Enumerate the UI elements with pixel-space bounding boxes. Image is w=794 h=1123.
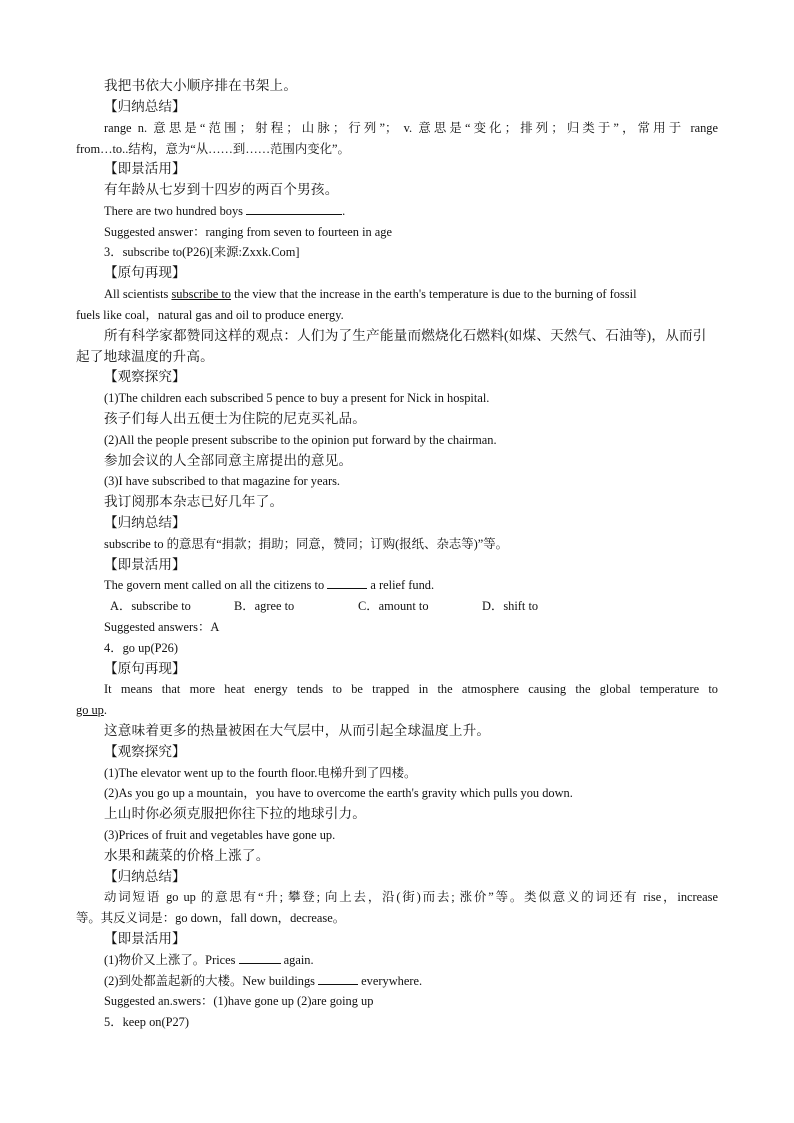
text-line: 所有科学家都赞同这样的观点：人们为了生产能量而燃烧化石燃料(如煤、天然气、石油等)，从而引: [104, 328, 707, 343]
item-heading: 4．go up(P26): [104, 641, 178, 655]
translation-line: 上山时你必须克服把你往下拉的地球引力。: [104, 806, 367, 821]
answer-blank[interactable]: [246, 202, 342, 215]
text-line: fuels like coal，natural gas and oil to produce energy.: [76, 308, 344, 322]
text-segment: All scientists: [104, 287, 172, 301]
underlined-phrase: subscribe to: [171, 287, 232, 301]
item-heading: 5．keep on(P27): [104, 1015, 189, 1029]
item-heading: 3．subscribe to(P26)[来源:Zxxk.Com]: [104, 245, 300, 259]
text-line: 等。其反义词是：go down，fall down，decrease。: [76, 911, 346, 925]
example-line: (3)I have subscribed to that magazine for years.: [104, 474, 341, 488]
translation-line: 我订阅那本杂志已好几年了。: [104, 494, 284, 509]
answer-line: Suggested answer：ranging from seven to fourteen in age: [104, 225, 392, 239]
text-line: 有年龄从七岁到十四岁的两百个男孩。: [104, 182, 339, 197]
answer-blank[interactable]: [327, 576, 367, 589]
options-row: [110, 596, 718, 617]
translation-line: 参加会议的人全部同意主席提出的意见。: [104, 453, 353, 468]
section-heading: 【归纳总结】: [104, 515, 186, 530]
option-b[interactable]: B．agree to: [234, 599, 295, 613]
translation-line: 这意味着更多的热量被困在大气层中，从而引起全球温度上升。: [104, 723, 491, 738]
example-line: (2)As you go up a mountain，you have to overcome the earth's gravity which pulls you down.: [104, 786, 573, 800]
option-d[interactable]: D．shift to: [482, 599, 539, 613]
text-line: 起了地球温度的升高。: [76, 349, 214, 364]
section-heading: 【原句再现】: [104, 661, 186, 676]
text-line: [76, 700, 718, 721]
exercise-line: [104, 950, 718, 971]
text-line: from…to..结构，意为“从……到……范围内变化”。: [76, 142, 350, 156]
section-heading: 【观察探究】: [104, 744, 186, 759]
section-heading: 【观察探究】: [104, 369, 186, 384]
answer-blank[interactable]: [318, 972, 358, 985]
text-segment: a relief fund.: [367, 578, 435, 592]
text-segment: .: [342, 204, 346, 218]
section-heading: 【即景活用】: [104, 931, 186, 946]
text-segment: (2)到处都盖起新的大楼。New buildings: [104, 974, 319, 988]
text-line: 动词短语 go up 的意思有“升; 攀登; 向上去，沿(街)而去; 涨价”等。类似意义的词还有 rise，increase: [104, 890, 718, 904]
text-segment: again.: [280, 953, 314, 967]
translation-line: 水果和蔬菜的价格上涨了。: [104, 848, 270, 863]
option-c[interactable]: C．amount to: [358, 599, 429, 613]
answer-line: Suggested an.swers：(1)have gone up (2)are going up: [104, 994, 374, 1008]
example-line: (1)The children each subscribed 5 pence to buy a present for Nick in hospital.: [104, 391, 490, 405]
translation-line: 孩子们每人出五便士为住院的尼克买礼品。: [104, 411, 367, 426]
text-segment: .: [103, 703, 107, 717]
text-segment: The govern ment called on all the citizens to: [104, 578, 328, 592]
exercise-line: [104, 201, 718, 222]
text-segment: (1)物价又上涨了。Prices: [104, 953, 239, 967]
underlined-phrase: go up: [76, 703, 104, 717]
text-line: subscribe to 的意思有“捐款；捐助；同意，赞同；订购(报纸、杂志等)”等。: [104, 537, 509, 551]
text-segment: the view that the increase in the earth's temperature is due to the burning of fossil: [231, 287, 637, 301]
option-a[interactable]: A．subscribe to: [110, 599, 191, 613]
text-segment: everywhere.: [358, 974, 423, 988]
text-line: 我把书依大小顺序排在书架上。: [104, 78, 298, 93]
example-line: (1)The elevator went up to the fourth floor.电梯升到了四楼。: [104, 766, 417, 780]
section-heading: 【原句再现】: [104, 265, 186, 280]
exercise-line: [104, 575, 718, 596]
text-segment: There are two hundred boys: [104, 204, 247, 218]
example-line: (2)All the people present subscribe to the opinion put forward by the chairman.: [104, 433, 497, 447]
section-heading: 【归纳总结】: [104, 99, 186, 114]
section-heading: 【即景活用】: [104, 557, 186, 572]
text-line: [104, 284, 718, 305]
example-line: (3)Prices of fruit and vegetables have gone up.: [104, 828, 336, 842]
text-line: range n. 意思是“范围；射程；山脉；行列”； v. 意思是“变化；排列；归类于”，常用于 range: [104, 121, 718, 135]
answer-blank[interactable]: [239, 951, 281, 964]
section-heading: 【即景活用】: [104, 161, 186, 176]
section-heading: 【归纳总结】: [104, 869, 186, 884]
answer-line: Suggested answers：A: [104, 620, 220, 634]
exercise-line: [104, 971, 718, 992]
text-line: It means that more heat energy tends to be trapped in the atmosphere causing the global temperature to: [104, 682, 718, 696]
